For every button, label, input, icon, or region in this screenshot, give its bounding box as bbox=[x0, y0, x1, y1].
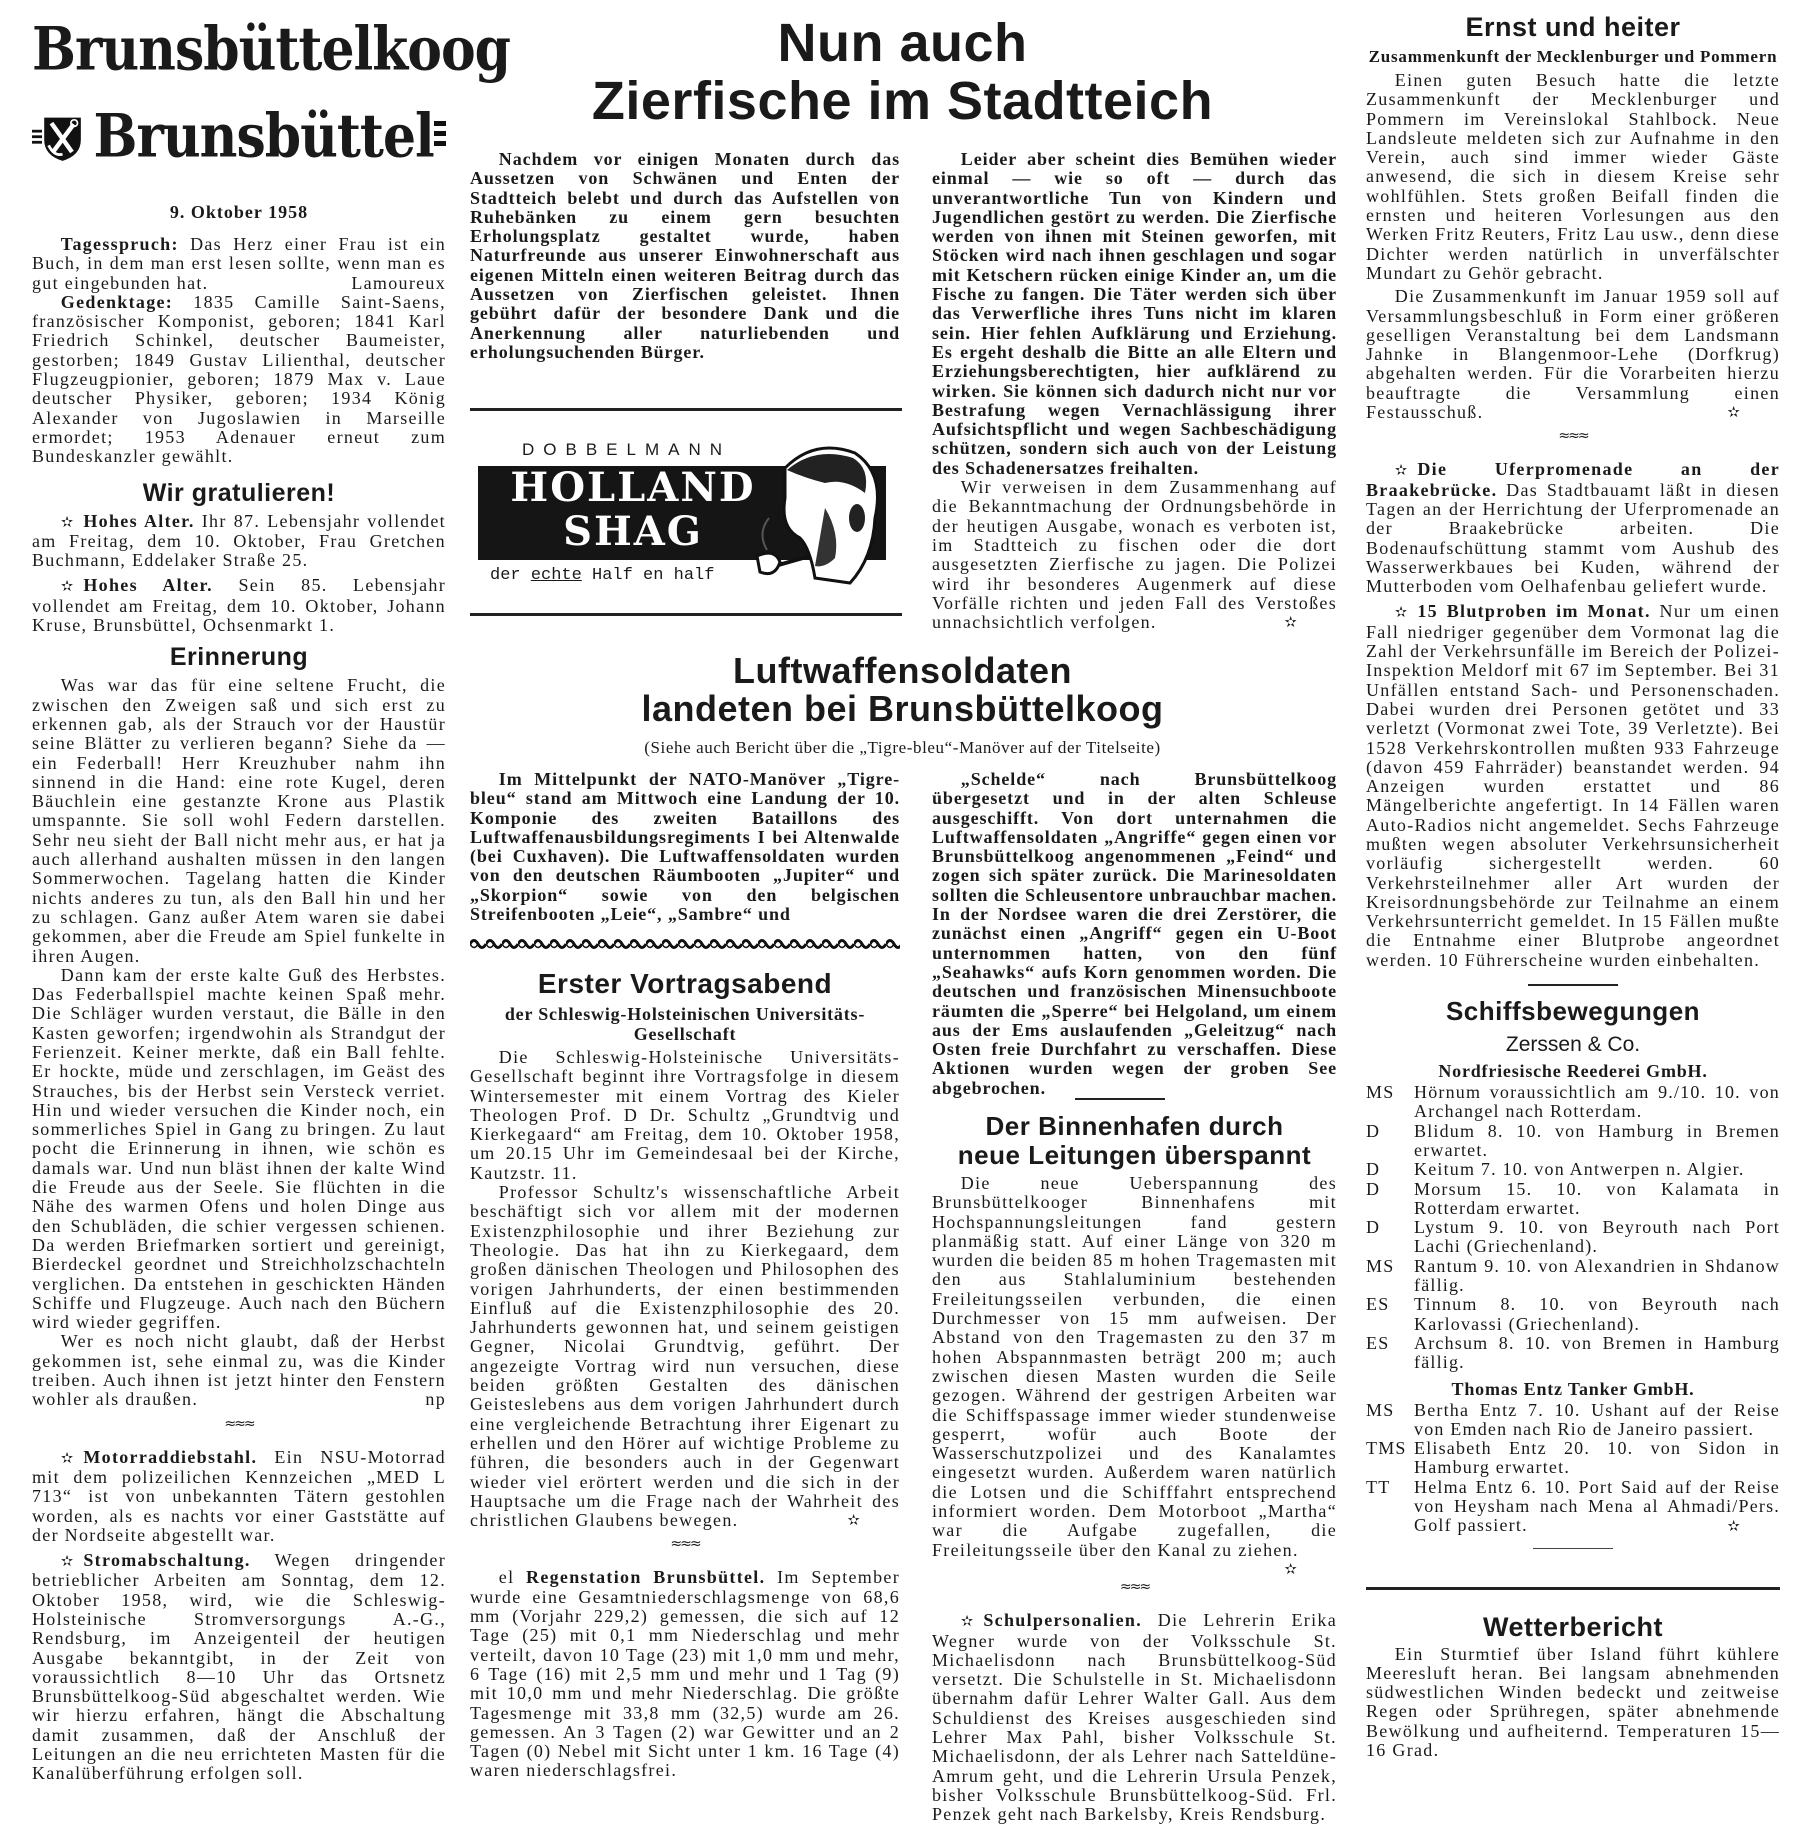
ship-type: MS bbox=[1366, 1082, 1395, 1103]
erinnerung-paragraph: Was war das für eine seltene Frucht, die zwischen den Zweigen saß und sich erst zu erkennen gab, als der Strauch vor der Haustür seine Blätter zu verlieren begann? Siehe da — ein Federball! Herr Kreuzhuber nahm ihn sinnend in die Hand: eine rote Kugel, deren Bäuchlein eine gestanzte Krone aus Plastik umspannte. Sie soll wohl Federn darstellen. Sehr neu sieht der Ball nicht mehr aus, er hat ja auch allerhand aushalten müssen in den langen Sommerwochen. Tagelang hatten die Kinder nichts anderes zu tun, als den Ball hin und her zu schlagen. Ganz außer Atem waren sie dabei gekommen, aber die Freude am Spiel funkelte in ihren Augen. bbox=[32, 675, 446, 966]
star-icon: ✫ bbox=[960, 1612, 974, 1631]
masthead-line2: Brunsbüttel bbox=[93, 101, 434, 172]
ship-entry bbox=[1366, 1295, 1780, 1334]
ship-type: MS bbox=[1366, 1255, 1395, 1276]
quote-author: Lamoureux bbox=[351, 272, 446, 293]
ship-type: D bbox=[1366, 1217, 1381, 1238]
star-icon: ✫ bbox=[60, 577, 74, 596]
ship-entry bbox=[1366, 1401, 1780, 1440]
star-icon: ✫ bbox=[1394, 603, 1408, 622]
wave-separator-icon: ≈≈≈ bbox=[1558, 428, 1588, 445]
news-schulpersonalien: ✫ Schulpersonalien. Die Lehrerin Erika Wegner wurde von der Volksschule St. Michaelisdonn nach Brunsbüttelkoog-Süd versetzt. Die Schulstelle in St. Michaelisdonn übernahm dafür Lehrer Walter Gall. Aus dem Schuldienst des Kreises ausgeschieden sind Lehrer Max Pahl, bisher Volksschule St. Michaelisdonn, der als Lehrer nach Satteldüne-Amrum geht, und die Lehrerin Ursula Penzek, bisher Volksschule Brunsbüttelkoog-Süd. Frl. Penzek geht nach Barkelsby, Kreis Rendsburg. bbox=[932, 1610, 1337, 1825]
wetter-text: Ein Sturmtief über Island führt kühlere Meeresluft heran. Bei langsam abnehmenden südwestlichen Winden bedeckt und zeitweise Regen oder Sprühregen, später abnehmende Bewölkung und aufheiternd. Temperaturen 15—16 Grad. bbox=[1366, 1643, 1780, 1761]
ship-type: TT bbox=[1366, 1476, 1391, 1497]
ship-details: Hörnum voraussichtlich am 9./10. 10. von Archangel nach Rotterdam. bbox=[1414, 1082, 1780, 1122]
section-heading-erinnerung: Erinnerung bbox=[169, 643, 309, 672]
anchor-shield-crest-icon bbox=[32, 92, 88, 182]
ship-details: Bertha Entz 7. 10. Ushant auf der Reise von Emden nach Rio de Janeiro passiert. bbox=[1414, 1399, 1780, 1439]
ship-details: Archsum 8. 10. von Bremen in Hamburg fällig. bbox=[1414, 1332, 1780, 1373]
schiffe-company: Zerssen & Co. bbox=[1505, 1033, 1641, 1057]
ship-details: Keitum 7. 10. von Antwerpen n. Algier. bbox=[1414, 1159, 1745, 1180]
ship-entry bbox=[1366, 1160, 1780, 1179]
binnenhafen-article: Der Binnenhafen durch neue Leitungen überspannt Die neue Ueberspannung des Brunsbüttelkooger Binnenhafens mit Hochspannungsleitungen fand gestern planmäßig statt. Auf einer Länge von 320 m wurden die beiden 85 m hohen Tragemasten mit den aus Stahlaluminium bestehenden Freileitungsseilen verbunden, die einen Durchmesser von 15 mm aufweisen. Der Abstand von den Tragemasten zu den 37 m hohen Abspannmasten beträgt 200 m; auch zwischen diesen Masten wurden die Seile gezogen. Während der gestrigen Arbeiten war die Schiffspassage immer wieder stundenweise gesperrt, wofür auch Boote der Wasserschutzpolizei und des Kanalamtes eingesetzt wurden. Außerdem waren natürlich die Lotsen und die Schifffahrt entsprechend informiert worden. Dem Motorboot „Martha“ war die Aufgabe zugefallen, die Freileitungsseile über den Kanal zu ziehen. ✫ ≈≈≈ ✫ Schulpersonalien. Die Lehrerin Erika Wegner wurde von der Volksschule St. Michaelisdonn nach Brunsbüttelkoog-Süd versetzt. Die Schulstelle in St. Michaelisdonn übernahm dafür Lehrer Walter Gall. Aus dem Schuldienst des Kreises ausgeschieden sind Lehrer Max Pahl, bisher Volksschule St. Michaelisdonn, der als Lehrer nach Satteldüne-Amrum geht, und die Lehrerin Ursula Penzek, bisher Volksschule Brunsbüttelkoog-Süd. Frl. Penzek geht nach Barkelsby, Kreis Rendsburg. bbox=[932, 1111, 1337, 1825]
erinnerung-paragraph: Wer es noch nicht glaubt, daß der Herbst gekommen ist, sehe einmal zu, was die Kinder treiben. Auch ihnen ist jetzt hinter den Fenstern wohler als draußen. np bbox=[32, 1331, 446, 1410]
schiffe-reederei: Nordfriesische Reederei GmbH. bbox=[1438, 1061, 1708, 1082]
divider bbox=[1366, 1587, 1780, 1590]
column-left bbox=[32, 8, 511, 1784]
ship-entry bbox=[1366, 1257, 1780, 1296]
ad-brand: DOBBELMANN bbox=[522, 440, 732, 459]
wetter-title: Wetterbericht bbox=[1482, 1611, 1664, 1642]
ship-type: D bbox=[1366, 1159, 1381, 1180]
section-heading-gratulieren: Wir gratulieren! bbox=[142, 478, 336, 507]
column-right: Ernst und heiter Zusammenkunft der Mecklenburger und Pommern Einen guten Besuch hatte die letzte Zusammenkunft der Mecklenburger und Pommern im Vereinslokal Stahlbock. Neue Landsleute meldeten sich zur Aufnahme in den Verein, auch sind immer wieder Gäste anwesend, die sich in diesem Kreise sehr wohlfühlen. Stets großen Beifall finden die ernsten und heiteren Vorlesungen aus den Werken Fritz Reuters, Fritz Lau usw., denn diese Dichter werden natürlich in unverfälschter Mundart zu Gehör gebracht. Die Zusammenkunft im Januar 1959 soll auf Versammlungsbeschluß in Form einer größeren geselligen Veranstaltung bei dem Landsmann Jahnke in Blangenmoor-Lehe (Dorfkrug) abgehalten werden. Für die Vorarbeiten hierzu beauftragte die Versammlung einen Festausschuß. ✫ ≈≈≈ ✫ Die Uferpromenade an der Braakebrücke. Das Stadtbauamt läßt in diesen Tagen an der Herrichtung der Uferpromenade an der Braakebrücke arbeiten. Die Bodenaufschüttung stammt vom Aushub des Wasserwerkbaues bei Kuden, während der Mutterboden vom Oelhafenbau geliefert wurde. ✫ 15 Blutproben im Monat. Nur um einen Fall niedriger gegenüber dem Vormonat lag die Zahl der Verkehrsunfälle im Bereich der Polizei-Inspektion Meldorf mit 67 im September. Bei 31 Unfällen entstand Sach- und Personenschaden. Dabei wurden drei Personen getötet und 33 verletzt (Vormonat zwei Tote, 39 Verletzte). Bei 1528 Verkehrskontrollen mußten 933 Fahrzeuge (davon 459 Fahrräder) beanstandet werden. 94 Anzeigen wurden erstattet und 86 Mängelberichte angefertigt. In 14 Fällen waren Auto-Radios nicht angemeldet. Sechs Fahrzeuge mußten wegen absoluter Verkehrsunsicherheit vorläufig sichergestellt werden. 60 Verkehrsteilnehmer aller Art wurden der Kreisordnungsbehörde zur Teilnahme an einem Verkehrsunterricht gemeldet. In 15 Fällen mußte die Entnahme einer Blutprobe angeordnet werden. 10 Führerscheine wurden einbehalten. Schiffsbewegungen Zerssen & Co. Nordfriesische Reederei GmbH. MS Hörnum voraussichtlich am 9./10. 10. von Archangel nach Rotterdam. D Blidum 8. 10. von Hamburg in Bremen erwartet. D Keitum 7. 10. von Antwerpen n. Algier. D Morsum 15. 10. von Kalamata in Rotterdam erwartet. D Lystum 9. 10. von Beyrouth nach Port Lachi (Griechenland). MS Rantum 9. 10. von Alexandrien in Shdanow fällig. ES Tinnum 8. 10. von Beyrouth nach Karlovassi (Griechenland). ES Archsum 8. 10. von Bremen in Hamburg fällig. Thomas Entz Tanker GmbH. MS Bertha Entz 7. 10. Ushant auf der Reise von Emden nach Rio de Janeiro passiert. TMS Elisabeth Entz 20. 10. von Sidon in Hamburg erwartet. TT Helma Entz 6. 10. Port Said auf der Reise von Heysham nach Mena al Ahmadi/Pers. Golf passiert. ✫ Wetterbericht Ein Sturmtief über Island führt kühlere Meeresluft heran. Bei langsam abnehmenden südwestlichen Winden bedeckt und zeitweise Regen oder Sprühregen, später abnehmende Bewölkung und aufheiternd. Temperaturen 15—16 Grad. bbox=[1366, 12, 1781, 1761]
news-regenstation: el Regenstation Brunsbüttel. Im September wurde eine Gesamtniederschlagsmenge von 68,6 mm (Vorjahr 229,2) gemessen, die sich auf 12 Tage (25) mit 0,1 mm Niederschlag und mehr verteilt, davon 10 Tage (23) mit 1,0 mm und mehr, 6 Tage (16) mit 2,5 mm und mehr und 1 Tag (9) mit 10,0 mm und mehr Niederschlag. Die größte Tagesmenge mit 33,8 mm (32,5) wurde am 26. gemessen. An 3 Tagen (2) war Gewitter und an 2 Tagen (0) Nebel mit Sicht unter 1 km. 16 Tage (4) waren niederschlagsfrei. bbox=[470, 1567, 900, 1781]
zierfische-col2: Leider aber scheint dies Bemühen wieder einmal — wie so oft — durch das unverantwortliche Tun von Kindern und Jugendlichen gestört zu werden. Die Zierfische werden von ihnen mit Steinen geworfen, mit Stöcken wird nach ihnen geschlagen und sogar mit Ketschern rücken einige Kinder an, um die Fische zu fangen. Die Täter werden sich über das Verwerfliche ihres Tuns nicht im klaren sein. Hier fehlen Aufklärung und Erziehung. Es ergeht deshalb die Bitte an alle Eltern und Erziehungsberechtigten, hier aufklärend zu wirken. Sie können sich dadurch nicht nur vor Bestrafung wegen Vernachlässigung ihrer Aufsichtspflicht und wegen Sachbeschädigung schützen, sondern sich auch von der Leistung des Schadenersatzes freihalten. Wir verweisen in dem Zusammenhang auf die Bekanntmachung der Ordnungsbehörde in der heutigen Ausgabe, wonach es verboten ist, im Stadtteich zu fischen oder die dort ausgesetzten Zierfische zu jagen. Die Polizei wird ihr besonderes Augenmerk auf diese Vorfälle richten und jeden Fall des Verstoßes unnachsichtlich verfolgen. ✫ bbox=[932, 149, 1337, 633]
ship-type: D bbox=[1366, 1178, 1381, 1199]
star-icon: ✫ bbox=[60, 1448, 74, 1467]
tanker-list bbox=[1366, 1401, 1780, 1536]
star-icon: ✫ bbox=[1727, 1516, 1740, 1535]
wave-separator-icon: ≈≈≈ bbox=[1119, 1579, 1150, 1596]
ship-details: Blidum 8. 10. von Hamburg in Bremen erwartet. bbox=[1414, 1120, 1780, 1160]
erinnerung-paragraph: Dann kam der erste kalte Guß des Herbstes. Das Federballspiel machte keinen Spaß mehr. Die Schläger wurden verstaut, die Bälle in den Kasten geworfen; irgendwohin als Strandgut der Ferienzeit. Keiner merkte, daß ein Ball fehlte. Er hockte, müde und zerschlagen, im Geäst des Strauches, bis der Herbst sein Versteck verriet. Hin und wieder versuchen die Kinder noch, ein sommerliches Spiel in Gang zu bringen. Zu laut pocht die Erinnerung in ihnen, wie schön es damals war. Und nun bläst ihnen der kalte Wind die Freude aus der Seele. Sie flüchten in die Nähe des warmen Ofens und holen Dinge aus den Schubläden, die schier vergessen schienen. Da werden Briefmarken sortiert und gereinigt, Bierdeckel geordnet und Streichholzschachteln verglichen. Da entstehen in geschickten Händen Schiffe und Flugzeuge. Auch nach den Büchern wird wieder gegriffen. bbox=[32, 964, 446, 1333]
news-blutproben: ✫ 15 Blutproben im Monat. Nur um einen Fall niedriger gegenüber dem Vormonat lag die Zahl der Verkehrsunfälle im Bereich der Polizei-Inspektion Meldorf mit 67 im September. Bei 31 Unfällen entstand Sach- und Personenschaden. Dabei wurden drei Personen getötet und 33 verletzt (Vormonat zwei Tote, 39 Verletzte). Bei 1528 Verkehrskontrollen mußten 933 Fahrzeuge (davon 459 Fahrräder) beanstandet werden. 94 Anzeigen wurden erstattet und 86 Mängelberichte angefertigt. In 14 Fällen waren Auto-Radios nicht angemeldet. Sechs Fahrzeuge mußten wegen absoluter Verkehrsunsicherheit vorläufig sichergestellt werden. 60 Verkehrsteilnehmer aller Art wurden der Kreisordnungsbehörde zur Teilnahme an einem Verkehrsunterricht gemeldet. In 15 Fällen mußte die Entnahme einer Blutprobe angeordnet werden. 10 Führerscheine wurden einbehalten. bbox=[1366, 601, 1781, 970]
ad-slogan: der echte Half en half bbox=[490, 566, 715, 585]
issue-date: 9. Oktober 1958 bbox=[169, 202, 309, 222]
banner-stripes-icon bbox=[434, 117, 446, 157]
ship-details: Morsum 15. 10. von Kalamata in Rotterdam erwartet. bbox=[1414, 1178, 1780, 1218]
ship-type: MS bbox=[1366, 1399, 1395, 1420]
ship-type: TMS bbox=[1366, 1438, 1407, 1459]
divider bbox=[1528, 984, 1618, 986]
star-icon: ✫ bbox=[1394, 461, 1408, 480]
tagesspruch: Tagesspruch: Das Herz einer Frau ist ein Buch, in dem man erst lesen sollte, wenn man es gut eingebunden hat. Lamoureux bbox=[32, 234, 447, 293]
advertisement-holland-shag bbox=[470, 408, 902, 618]
zierfische-col1: Nachdem vor einigen Monaten durch das Aussetzen von Schwänen und Enten der Stadtteich belebt und durch das Aufstellen von Ruhebänken zu einem gern besuchten Erholungsplatz gestaltet wurde, haben Naturfreunde aus unserer Einwohnerschaft aus eigenen Mitteln einen weiteren Beitrag durch das Aussetzen von Zierfischen geleistet. Ihnen gebührt dafür der besondere Dank und die Anerkennung aller naturliebenden und erholungsuchenden Bürger. bbox=[470, 149, 900, 362]
star-icon: ✫ bbox=[1284, 613, 1297, 632]
headline-zierfische: Nun auch Zierfische im Stadtteich bbox=[591, 13, 1214, 131]
gedenktage: Gedenktage: 1835 Camille Saint-Saens, französischer Komponist, geboren; 1841 Karl Friedrich Schinkel, deutscher Baumeister, gestorben; 1849 Gustav Lilienthal, deutscher Flugzeugpionier, geboren; 1879 Max v. Laue deutscher Physiker, geboren; 1934 König Alexander von Jugoslawien in Marseille ermordet; 1953 Adenauer erneut zum Bundeskanzler gewählt. bbox=[32, 291, 446, 467]
divider bbox=[1533, 1548, 1613, 1549]
ship-type: ES bbox=[1366, 1294, 1390, 1315]
ship-type: D bbox=[1366, 1120, 1381, 1141]
news-uferpromenade: ✫ Die Uferpromenade an der Braakebrücke. Das Stadtbauamt läßt in diesen Tagen an der Herrichtung der Uferpromenade an der Braakebrücke arbeiten. Die Bodenaufschüttung stammt vom Aushub des Wasserwerkbaues bei Kuden, während der Mutterboden vom Oelhafenbau geliefert wurde. bbox=[1366, 459, 1780, 597]
star-icon: ✫ bbox=[1284, 1559, 1297, 1578]
wave-separator-icon: ≈≈≈ bbox=[224, 1415, 254, 1432]
divider bbox=[470, 408, 902, 411]
vortrag-subtitle: der Schleswig-Holsteinischen Universitäts-Gesellschaft bbox=[504, 1004, 866, 1044]
ship-type: ES bbox=[1366, 1332, 1390, 1353]
ship-details: Tinnum 8. 10. von Beyrouth nach Karlovassi (Griechenland). bbox=[1414, 1294, 1780, 1334]
ship-entry bbox=[1366, 1439, 1780, 1478]
vortrag-article: Erster Vortragsabend der Schleswig-Holsteinischen Universitäts-Gesellschaft Die Schleswig-Holsteinische Universitäts-Gesellschaft beginnt ihre Vortragsfolge in diesem Wintersemester mit einem Vortrag des Kieler Theologen Prof. D Dr. Schultz „Grundtvig und Kierkegaard“ am Freitag, dem 10. Oktober 1958, um 20.15 Uhr im Gemeindesaal bei der Kirche, Kautzstr. 11. Professor Schultz's wissenschaftliche Arbeit beschäftigt sich vor allem mit der modernen Existenzphilosophie und ihrer Beziehung zur Theologie. Das hat ihn zu Kierkegaard, dem großen dänischen Theologen und Philosophen des vorigen Jahrhunderts, der einen bestimmenden Einfluß auf die Existenzphilosophie des 20. Jahrhunderts gewonnen hat, und seinem geistigen Gegner, Nicolai Grundtvig, geführt. Der angezeigte Vortrag wird nun versuchen, diese beiden größten Gestalten des dänischen Geisteslebens aus dem vorigen Jahrhundert durch eine vergleichende Betrachtung ihrer Eigenart zu erhellen und den Hörer auf wichtige Probleme zu führen, die besonders auch in der Gegenwart wieder viel erörtert werden und die sich in der Hauptsache um die Frage nach der Wahrheit des christlichen Glaubens bewegen. ✫ ≈≈≈ el Regenstation Brunsbüttel. Im September wurde eine Gesamtniederschlagsmenge von 68,6 mm (Vorjahr 229,2) gemessen, die sich auf 12 Tage (25) mit 0,1 mm Niederschlag und mehr verteilt, davon 10 Tage (23) mit 1,0 mm und mehr, 6 Tage (16) mit 2,5 mm und mehr und 1 Tag (9) mit 10,0 mm und mehr Niederschlag. Die größte Tagesmenge mit 33,8 mm (32,5) wurde am 26. gemessen. An 3 Tagen (2) war Gewitter und an 2 Tagen (0) Nebel mit Sicht unter 1 km. 16 Tage (4) waren niederschlagsfrei. bbox=[470, 968, 900, 1781]
pipe-smoker-illustration bbox=[755, 438, 895, 588]
news-stromabschaltung: ✫ Stromabschaltung. Wegen dringender betrieblicher Arbeiten am Sonntag, dem 12. Oktober 1958, wird, wie die Schleswig-Holsteinische Stromversorgungs A.-G., Rendsburg, im Anzeigenteil der heutigen Ausgabe bekanntgibt, in der Zeit von voraussichtlich 8—10 Uhr das Ortsnetz Brunsbüttelkoog-Süd abgeschaltet werden. Wie wir hierzu erfahren, hängt die Abschaltung damit zusammen, daß der Anschluß der Leitungen an die neu errichteten Masten für die Kanalüberführung erfolgen soll. bbox=[32, 1550, 446, 1784]
ship-details: Helma Entz 6. 10. Port Said auf der Reise von Heysham nach Mena al Ahmadi/Pers. Golf passiert. bbox=[1414, 1476, 1780, 1536]
news-motorrad: ✫ Motorraddiebstahl. Ein NSU-Motorrad mit dem polizeilichen Kennzeichen „MED L 713“ ist von unbekannten Tätern gestohlen worden, als es nachts vor einer Gaststätte auf der Nordseite abgestellt war. bbox=[32, 1446, 446, 1545]
ship-list bbox=[1366, 1083, 1780, 1372]
ship-entry bbox=[1366, 1122, 1780, 1161]
ship-details: Lystum 9. 10. von Beyrouth nach Port Lachi (Griechenland). bbox=[1414, 1217, 1780, 1257]
star-icon: ✫ bbox=[847, 1511, 860, 1530]
luftwaffe-subtitle: (Siehe auch Bericht über die „Tigre-bleu“-Manöver auf der Titelseite) bbox=[644, 738, 1161, 757]
masthead bbox=[32, 14, 511, 198]
divider bbox=[1075, 1098, 1165, 1100]
author-initials: np bbox=[425, 1389, 446, 1410]
star-icon: ✫ bbox=[1727, 403, 1740, 422]
wave-separator-icon: ≈≈≈ bbox=[670, 1536, 700, 1553]
ship-entry bbox=[1366, 1218, 1780, 1257]
ernst-subtitle: Zusammenkunft der Mecklenburger und Pommern bbox=[1368, 47, 1778, 66]
ship-entry bbox=[1366, 1334, 1780, 1373]
luftwaffe-col2: „Schelde“ nach Brunsbüttelkoog übergesetzt und in der alten Schleuse ausgeschifft. Von dort unternahmen die Luftwaffensoldaten „Angriffe“ gegen einen vor Brunsbüttelkoog angenommenen „Feind“ und zogen sich später zurück. Die Marinesoldaten sollten die Schleusentore unbrauchbar machen. In der Nordsee waren die drei Zerstörer, die zunächst einen „Angriff“ gegen ein U-Boot unternommen hatten, von den fünf „Seahawks“ aufs Korn genommen worden. Die deutschen und französischen Minensuchboote räumten die „Sperre“ bei Helgoland, um einem aus der Ems auslaufenden „Geleitzug“ nach Osten freie Durchfahrt zu verschaffen. Diese Aktionen wurden wegen der groben See abgebrochen. bbox=[932, 769, 1337, 1098]
birthday-item: ✫ Hohes Alter. Sein 85. Lebensjahr vollendet am Freitag, dem 10. Oktober, Johann Kruse, Brunsbüttel, Ochsenmarkt 1. bbox=[32, 575, 446, 636]
ship-details: Elisabeth Entz 20. 10. von Sidon in Hamburg erwartet. bbox=[1414, 1438, 1780, 1478]
ernst-title: Ernst und heiter bbox=[1465, 12, 1681, 42]
ship-entry bbox=[1366, 1180, 1780, 1219]
schiffe-title: Schiffsbewegungen bbox=[1445, 996, 1701, 1027]
birthday-item: ✫ Hohes Alter. Ihr 87. Lebensjahr vollendet am Freitag, dem 10. Oktober, Frau Gretchen Buchmann, Eddelaker Straße 25. bbox=[32, 510, 446, 571]
ship-details: Rantum 9. 10. von Alexandrien in Shdanow fällig. bbox=[1414, 1255, 1780, 1296]
vortrag-title: Erster Vortragsabend bbox=[537, 968, 833, 999]
masthead-line1: Brunsbüttelkoog bbox=[32, 14, 511, 85]
star-icon: ✫ bbox=[60, 1552, 74, 1571]
star-icon: ✫ bbox=[60, 512, 74, 531]
ship-entry bbox=[1366, 1083, 1780, 1122]
ornamental-divider bbox=[470, 935, 900, 953]
binnenhafen-title: Der Binnenhafen durch neue Leitungen überspannt bbox=[957, 1111, 1312, 1170]
headline-luftwaffe: Luftwaffensoldaten landeten bei Brunsbüttelkoog bbox=[641, 650, 1164, 729]
divider bbox=[470, 613, 902, 616]
ad-title: HOLLAND SHAG bbox=[510, 464, 756, 555]
ship-entry bbox=[1366, 1478, 1780, 1536]
schiffe-tanker: Thomas Entz Tanker GmbH. bbox=[1451, 1378, 1695, 1399]
luftwaffe-col1: Im Mittelpunkt der NATO-Manöver „Tigre-bleu“ stand am Mittwoch eine Landung der 10. Komponie des zweiten Bataillons des Luftwaffenausbildungsregiments I bei Altenwalde (bei Cuxhaven). Die Luftwaffensoldaten wurden von den deutschen Räumbooten „Jupiter“ und „Skorpion“ sowie von den belgischen Streifenbooten „Leie“, „Sambre“ und bbox=[470, 769, 900, 925]
